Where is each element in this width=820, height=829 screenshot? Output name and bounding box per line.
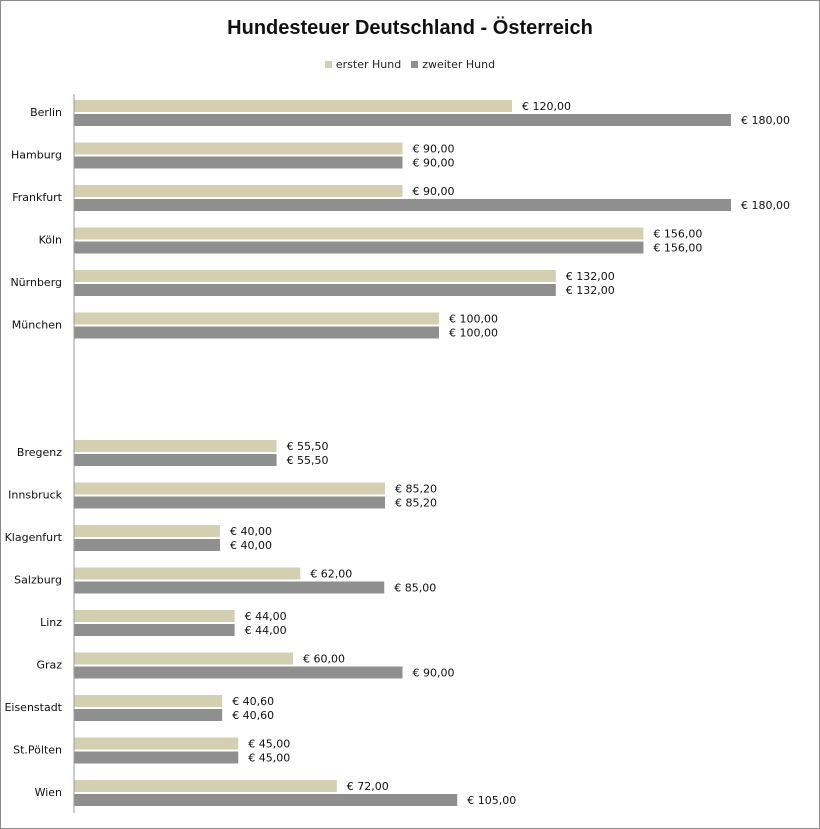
- category-label-eisenstadt: Eisenstadt: [4, 701, 62, 714]
- data-label-koeln-zweiter-hund: € 156,00: [653, 241, 703, 255]
- data-label-berlin-zweiter-hund: € 180,00: [741, 114, 790, 127]
- category-label-frankfurt: Frankfurt: [12, 191, 62, 204]
- bar-graz-erster-hund: [74, 653, 293, 665]
- category-label-linz: Linz: [40, 616, 62, 629]
- data-label-wien-zweiter-hund: € 105,00: [467, 794, 517, 807]
- data-label-graz-zweiter-hund: € 90,00: [412, 666, 455, 680]
- legend-label-erster-hund: erster Hund: [335, 58, 402, 71]
- bar-frankfurt-zweiter-hund: [74, 199, 731, 211]
- category-label-salzburg: Salzburg: [14, 573, 62, 587]
- category-label-hamburg: Hamburg: [11, 148, 62, 162]
- data-label-salzburg-erster-hund: € 62,00: [310, 567, 353, 581]
- bar-berlin-erster-hund: [74, 100, 512, 112]
- bar-st-poelten-erster-hund: [74, 738, 238, 750]
- data-label-koeln-erster-hund: € 156,00: [653, 227, 703, 241]
- data-label-muenchen-zweiter-hund: € 100,00: [449, 326, 498, 340]
- data-label-bregenz-erster-hund: € 55,50: [286, 440, 329, 453]
- category-label-berlin: Berlin: [30, 106, 62, 119]
- data-label-hamburg-erster-hund: € 90,00: [412, 142, 455, 156]
- category-label-klagenfurt: Klagenfurt: [4, 531, 62, 544]
- category-label-muenchen: München: [11, 318, 62, 332]
- category-label-wien: Wien: [34, 786, 62, 799]
- data-label-eisenstadt-zweiter-hund: € 40,60: [232, 709, 275, 722]
- data-label-linz-erster-hund: € 44,00: [244, 610, 287, 623]
- bar-bregenz-zweiter-hund: [74, 454, 277, 466]
- data-label-klagenfurt-zweiter-hund: € 40,00: [230, 539, 272, 552]
- data-label-salzburg-zweiter-hund: € 85,00: [394, 581, 437, 595]
- legend-label-zweiter-hund: zweiter Hund: [422, 58, 496, 71]
- data-label-hamburg-zweiter-hund: € 90,00: [412, 156, 455, 170]
- data-label-nuernberg-erster-hund: € 132,00: [565, 270, 615, 283]
- bar-koeln-erster-hund: [74, 228, 643, 240]
- bar-salzburg-zweiter-hund: [74, 582, 384, 594]
- bar-eisenstadt-zweiter-hund: [74, 709, 222, 721]
- bar-linz-zweiter-hund: [74, 624, 235, 636]
- data-label-linz-zweiter-hund: € 44,00: [244, 624, 287, 637]
- data-label-klagenfurt-erster-hund: € 40,00: [230, 525, 272, 538]
- data-label-nuernberg-zweiter-hund: € 132,00: [565, 284, 615, 297]
- bar-hamburg-erster-hund: [74, 143, 403, 155]
- bar-muenchen-erster-hund: [74, 313, 439, 325]
- bar-berlin-zweiter-hund: [74, 114, 731, 126]
- data-label-frankfurt-zweiter-hund: € 180,00: [741, 199, 790, 212]
- bar-innsbruck-erster-hund: [74, 483, 385, 495]
- bar-frankfurt-erster-hund: [74, 185, 403, 197]
- data-label-eisenstadt-erster-hund: € 40,60: [232, 695, 275, 708]
- data-label-frankfurt-erster-hund: € 90,00: [412, 185, 455, 198]
- data-label-innsbruck-zweiter-hund: € 85,20: [394, 496, 437, 510]
- category-label-innsbruck: Innsbruck: [8, 488, 62, 502]
- chart-title: Hundesteuer Deutschland - Österreich: [227, 17, 593, 39]
- bar-linz-erster-hund: [74, 610, 235, 622]
- bar-hamburg-zweiter-hund: [74, 157, 403, 169]
- bar-klagenfurt-erster-hund: [74, 525, 220, 537]
- data-label-muenchen-erster-hund: € 100,00: [449, 312, 498, 326]
- category-label-graz: Graz: [36, 658, 62, 672]
- bar-klagenfurt-zweiter-hund: [74, 539, 220, 551]
- data-label-st-poelten-zweiter-hund: € 45,00: [248, 751, 291, 765]
- bar-eisenstadt-erster-hund: [74, 695, 222, 707]
- data-label-wien-erster-hund: € 72,00: [346, 780, 389, 793]
- category-label-nuernberg: Nürnberg: [10, 276, 62, 289]
- bar-bregenz-erster-hund: [74, 440, 277, 452]
- data-label-graz-erster-hund: € 60,00: [303, 652, 345, 666]
- bar-wien-zweiter-hund: [74, 794, 457, 806]
- bar-wien-erster-hund: [74, 780, 337, 792]
- bar-koeln-zweiter-hund: [74, 242, 643, 254]
- plot-area: [1, 1, 819, 828]
- data-label-st-poelten-erster-hund: € 45,00: [248, 737, 291, 751]
- category-label-bregenz: Bregenz: [16, 446, 62, 459]
- data-label-innsbruck-erster-hund: € 85,20: [394, 482, 437, 496]
- category-label-st-poelten: St.Pölten: [13, 743, 62, 757]
- bar-nuernberg-erster-hund: [74, 270, 556, 282]
- bar-st-poelten-zweiter-hund: [74, 752, 238, 764]
- data-label-bregenz-zweiter-hund: € 55,50: [286, 454, 329, 467]
- data-label-berlin-erster-hund: € 120,00: [522, 100, 571, 113]
- bar-innsbruck-zweiter-hund: [74, 497, 385, 509]
- bar-salzburg-erster-hund: [74, 568, 300, 580]
- bar-muenchen-zweiter-hund: [74, 327, 439, 339]
- bar-graz-zweiter-hund: [74, 667, 403, 679]
- bar-nuernberg-zweiter-hund: [74, 284, 556, 296]
- category-label-koeln: Köln: [38, 233, 62, 247]
